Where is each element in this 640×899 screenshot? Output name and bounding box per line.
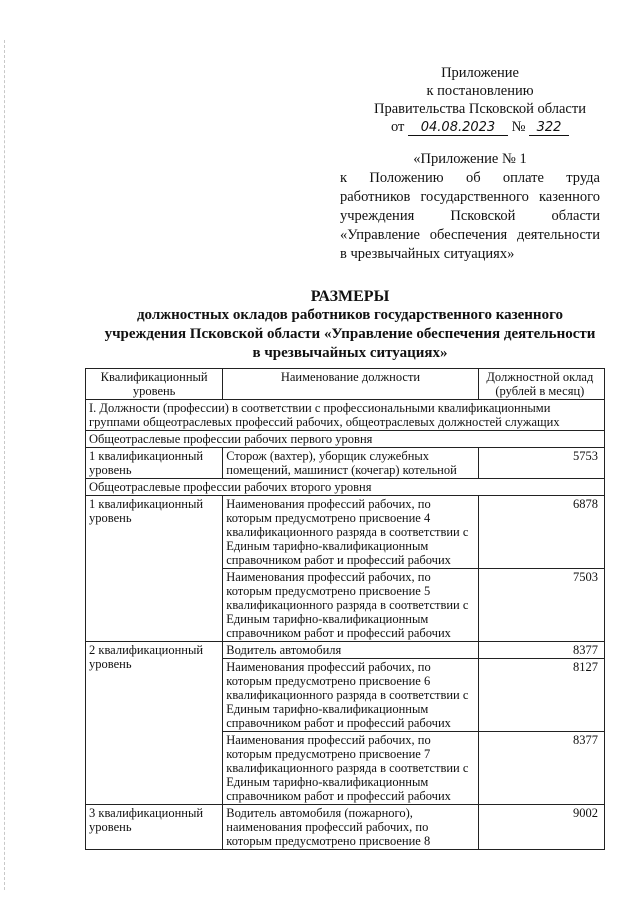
salary-cell: 6878 bbox=[478, 496, 604, 569]
handwritten-number: 322 bbox=[529, 121, 569, 136]
group-title: Общеотраслевые профессии рабочих второго уровня bbox=[86, 479, 605, 496]
document-heading bbox=[60, 287, 640, 363]
level-cell: 1 квалификационный уровень bbox=[86, 496, 223, 642]
date-number-line bbox=[360, 118, 600, 136]
salary-cell: 8127 bbox=[478, 659, 604, 732]
salary-cell: 8377 bbox=[478, 732, 604, 805]
position-cell: Наименования профессий рабочих, по которым предусмотрено присвоение 5 квалификационного разряда в соответствии с Единым тарифно-квалификационным справочником работ и профессий рабочих bbox=[223, 569, 478, 642]
level-cell: 3 квалификационный уровень bbox=[86, 805, 223, 850]
group-title: Общеотраслевые профессии рабочих первого уровня bbox=[86, 431, 605, 448]
number-label: № bbox=[511, 119, 526, 135]
salary-cell: 7503 bbox=[478, 569, 604, 642]
table-row bbox=[86, 496, 605, 569]
reference-line: в чрезвычайных ситуациях» bbox=[340, 246, 515, 262]
group-row bbox=[86, 431, 605, 448]
heading-title: РАЗМЕРЫ bbox=[310, 288, 390, 305]
reference-line: учреждения Псковской области bbox=[340, 208, 600, 224]
position-cell: Наименования профессий рабочих, по которым предусмотрено присвоение 7 квалификационного разряда в соответствии с Единым тарифно-квалификационным справочником работ и профессий рабочих bbox=[223, 732, 478, 805]
position-cell: Сторож (вахтер), уборщик служебных помещений, машинист (кочегар) котельной bbox=[223, 448, 478, 479]
table-row bbox=[86, 805, 605, 850]
appendix-line: к постановлению bbox=[426, 83, 534, 99]
header-position: Наименование должности bbox=[223, 369, 478, 400]
table-row bbox=[86, 448, 605, 479]
heading-line: учреждения Псковской области «Управление обеспечения деятельности bbox=[104, 326, 596, 342]
from-label: от bbox=[390, 119, 405, 135]
appendix-reference bbox=[340, 150, 600, 264]
section-row bbox=[86, 400, 605, 431]
salary-cell: 5753 bbox=[478, 448, 604, 479]
reference-title: «Приложение № 1 bbox=[413, 151, 527, 167]
table-row bbox=[86, 642, 605, 659]
salary-table bbox=[85, 368, 605, 850]
salary-cell: 9002 bbox=[478, 805, 604, 850]
appendix-line: Приложение bbox=[441, 65, 519, 81]
group-row bbox=[86, 479, 605, 496]
scan-edge-line bbox=[4, 40, 5, 890]
handwritten-date: 04.08.2023 bbox=[408, 121, 508, 136]
reference-line: работников государственного казенного bbox=[340, 189, 600, 205]
position-cell: Наименования профессий рабочих, по которым предусмотрено присвоение 6 квалификационного разряда в соответствии с Единым тарифно-квалификационным справочником работ и профессий рабочих bbox=[223, 659, 478, 732]
level-cell: 1 квалификационный уровень bbox=[86, 448, 223, 479]
level-cell: 2 квалификационный уровень bbox=[86, 642, 223, 805]
position-cell: Водитель автомобиля (пожарного), наименования профессий рабочих, по которым предусмотрено присвоение 8 bbox=[223, 805, 478, 850]
heading-line: в чрезвычайных ситуациях» bbox=[252, 345, 448, 361]
reference-line: «Управление обеспечения деятельности bbox=[340, 227, 600, 243]
position-cell: Наименования профессий рабочих, по которым предусмотрено присвоение 4 квалификационного разряда в соответствии с Единым тарифно-квалификационным справочником работ и профессий рабочих bbox=[223, 496, 478, 569]
header-salary: Должностной оклад (рублей в месяц) bbox=[478, 369, 604, 400]
appendix-header bbox=[360, 64, 600, 136]
reference-line: к Положению об оплате труда bbox=[340, 170, 600, 186]
position-cell: Водитель автомобиля bbox=[223, 642, 478, 659]
appendix-line: Правительства Псковской области bbox=[374, 101, 586, 117]
section-title: I. Должности (профессии) в соответствии с профессиональными квалификационными группами общеотраслевых профессий рабочих, общеотраслевых должностей служащих bbox=[86, 400, 605, 431]
table-header-row bbox=[86, 369, 605, 400]
header-level: Квалификационный уровень bbox=[86, 369, 223, 400]
heading-line: должностных окладов работников государственного казенного bbox=[136, 307, 564, 323]
salary-cell: 8377 bbox=[478, 642, 604, 659]
